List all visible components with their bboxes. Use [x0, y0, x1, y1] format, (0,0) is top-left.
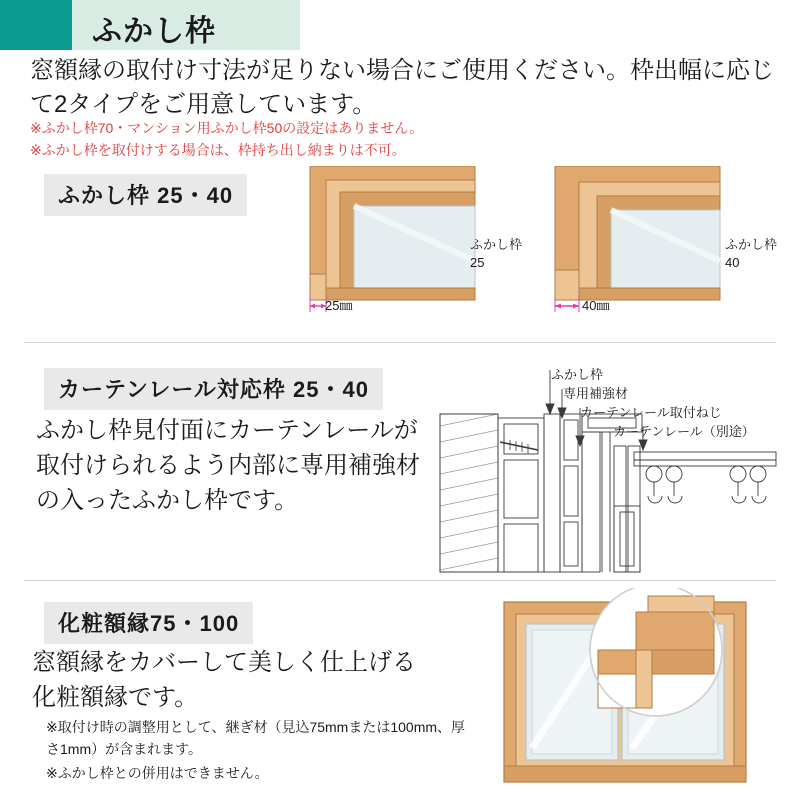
- section-note-keshou-2: ※ふかし枠との併用はできません。: [46, 765, 269, 781]
- section-body-keshou-gakubuchi: 窓額縁をカバーして美しく仕上げる化粧額縁です。: [32, 649, 416, 711]
- leader-label-curtain-rail: カーテンレール（別途）: [613, 424, 755, 439]
- figure-caption-25: [470, 236, 522, 271]
- figure-keshou-gakubuchi: [486, 588, 786, 800]
- intro-note-2: ※ふかし枠を取付けする場合は、枠持ち出し納まりは不可。: [30, 142, 406, 158]
- figure-caption-40-text: ふかし枠 40: [725, 237, 778, 270]
- divider-1: [24, 342, 776, 343]
- dimension-label-25: 25㎜: [325, 298, 353, 313]
- leader-label-screw: カーテンレール取付ねじ: [580, 405, 722, 420]
- page-title: ふかし枠: [92, 15, 216, 48]
- divider-2: [24, 580, 776, 581]
- figure-fukashiwaku-40: [545, 166, 725, 316]
- leader-label-reinforcement: 専用補強材: [563, 386, 629, 401]
- intro-note-1: ※ふかし枠70・マンション用ふかし枠50の設定はありません。: [30, 120, 424, 136]
- dimension-label-40: 40㎜: [582, 298, 610, 313]
- figure-fukashiwaku-25: [300, 166, 480, 316]
- figure-caption-25-text: ふかし枠 25: [470, 237, 523, 270]
- section-label-fukashiwaku: ふかし枠 25・40: [44, 174, 247, 216]
- section-body-curtain-rail: ふかし枠見付面にカーテンレールが取付けられるよう内部に専用補強材の入ったふかし枠です。: [36, 417, 420, 514]
- figure-caption-40: [725, 236, 777, 271]
- intro-text: 窓額縁の取付け寸法が足りない場合にご使用ください。枠出幅に応じて2タイプをご用意しています。: [30, 57, 774, 119]
- section-label-curtain-rail: カーテンレール対応枠 25・40: [44, 368, 383, 410]
- leader-label-fukashiwaku: ふかし枠: [551, 367, 604, 382]
- page-header: [0, 0, 800, 50]
- header-accent-block: [0, 0, 72, 50]
- section-note-keshou-1: ※取付け時の調整用として、継ぎ材（見込75mmまたは100mm、厚さ1mm）が含まれます。: [46, 719, 466, 758]
- section-label-keshou-gakubuchi: 化粧額縁75・100: [44, 602, 253, 644]
